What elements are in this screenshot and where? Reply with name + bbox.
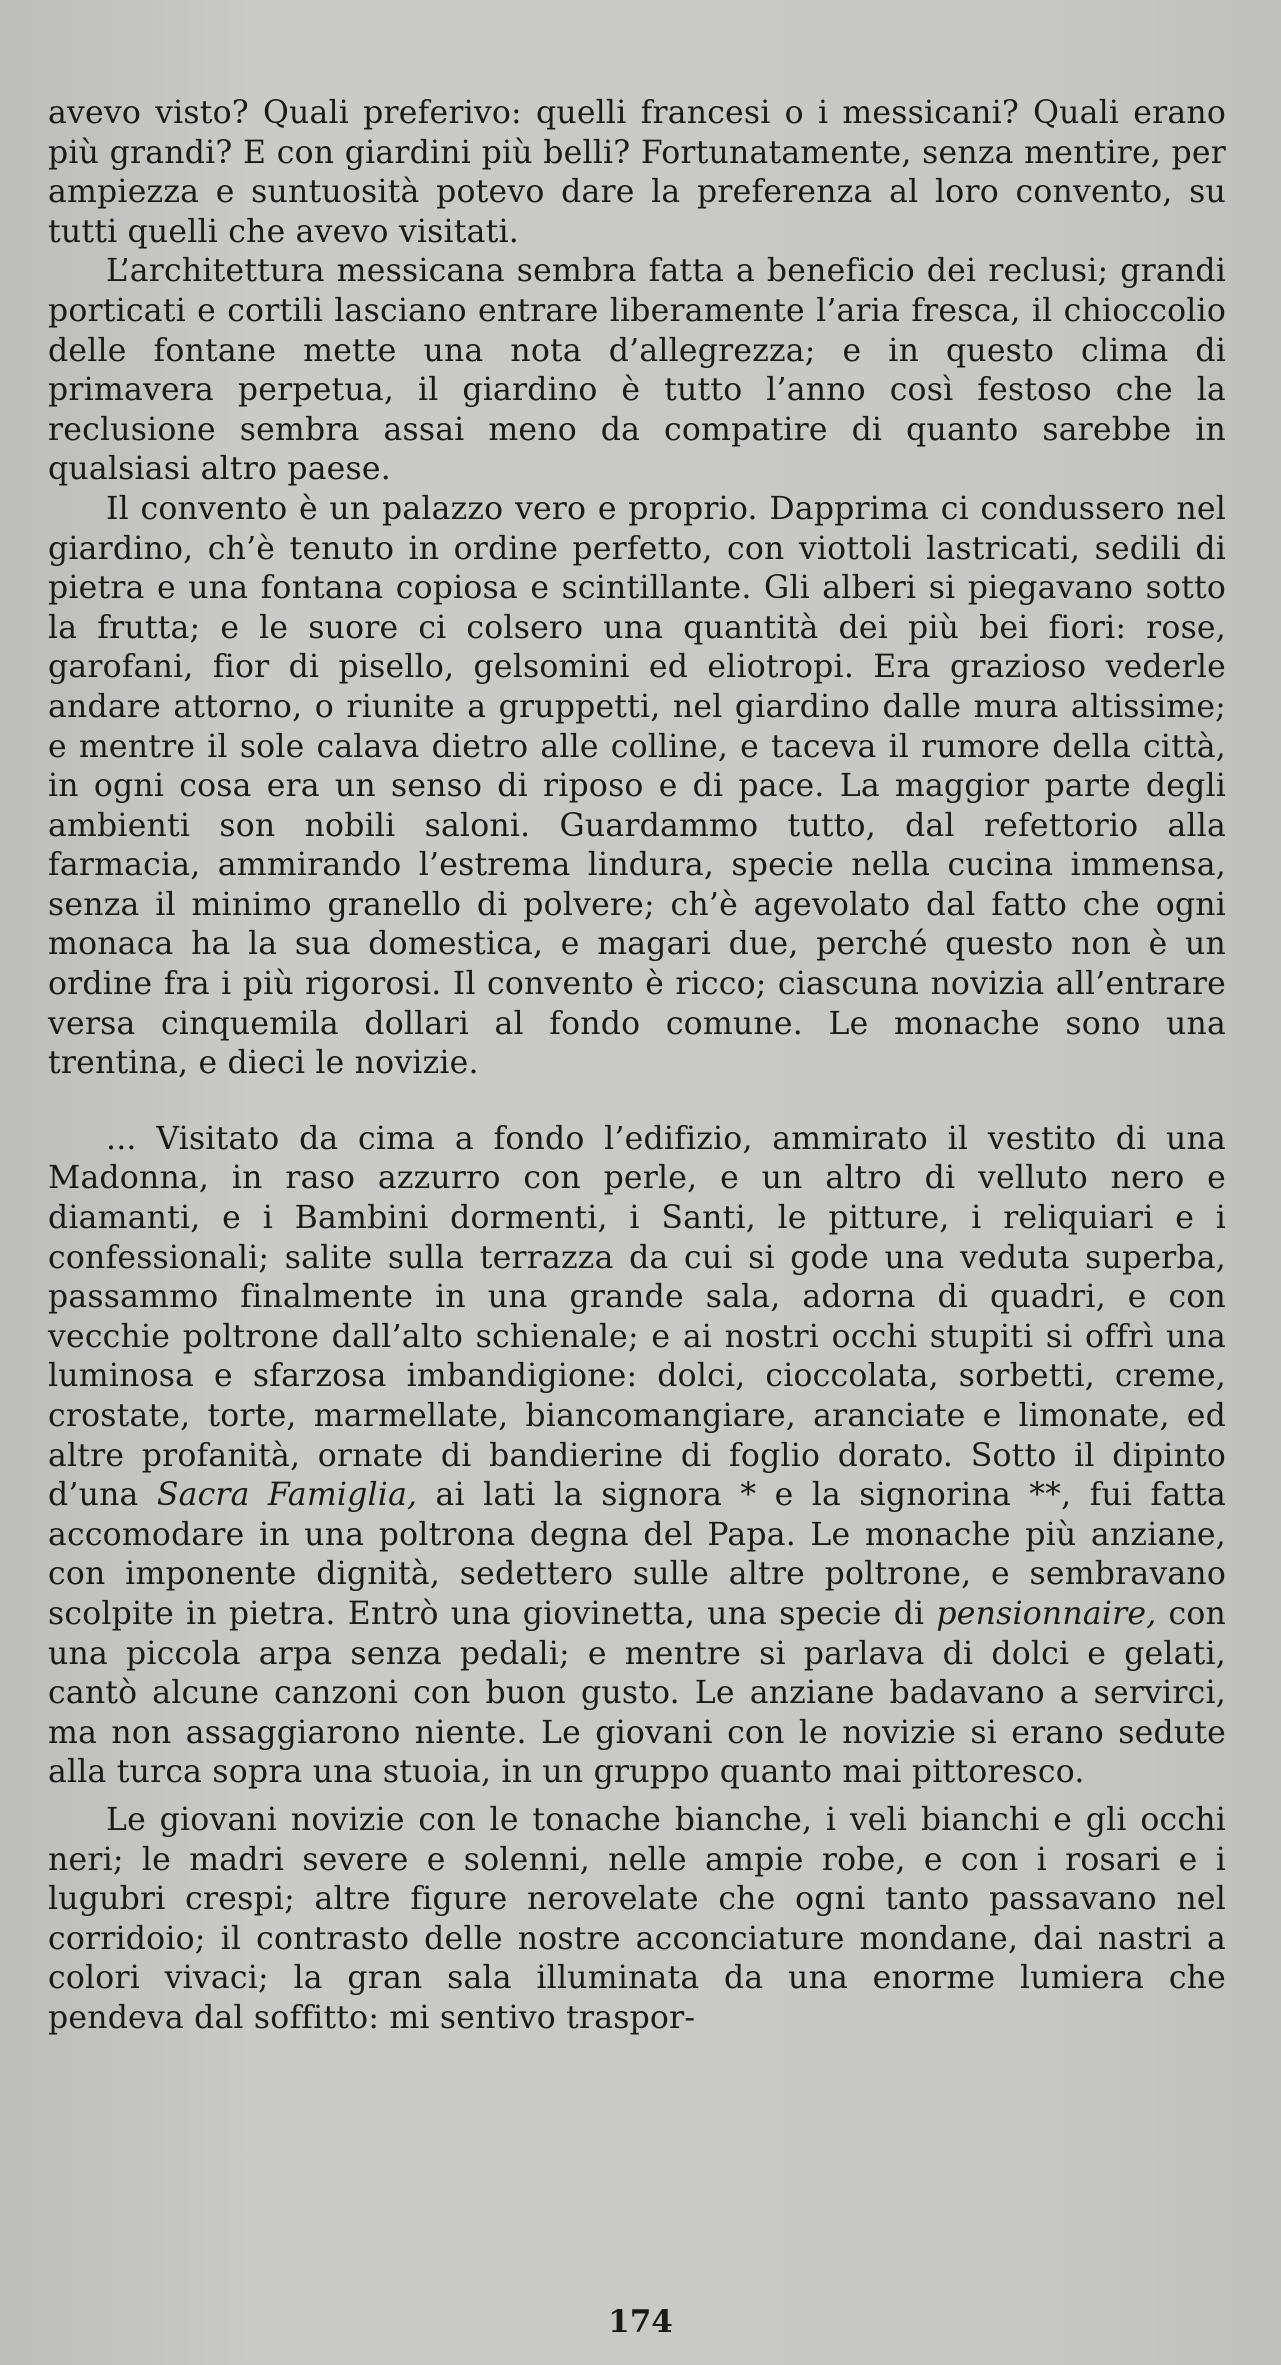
body-text (48, 94, 1226, 2039)
section-gap (48, 1084, 1226, 1120)
italic-pensionnaire: pensionnaire, (936, 1595, 1157, 1632)
paragraph-1: avevo visto? Quali preferivo: quelli francesi o i messicani? Quali erano più grandi? E con giardini più belli? Fortunatamente, senza mentire, per ampiezza e suntuosità potevo dare la preferenza al loro convento, su tutti quelli che avevo visitati. (48, 95, 1226, 250)
paragraph-2: L’architettura messicana sembra fatta a beneficio dei reclusi; grandi porticati e cortili lasciano entrare liberamente l’aria fresca, il chioccolio delle fontane mette una nota d’allegrezza; e in questo clima di primavera perpetua, il giardino è tutto l’anno così festoso che la reclusione sembra assai meno da compatire di quanto sarebbe in qualsiasi altro paese. (48, 253, 1226, 488)
page-number: 174 (608, 2304, 673, 2340)
paragraph-gap (48, 1793, 1226, 1801)
paragraph-3: Il convento è un palazzo vero e proprio. Dapprima ci condussero nel giardino, ch’è tenuto in ordine perfetto, con viottoli lastricati, sedili di pietra e una fontana copiosa e scintillante. Gli alberi si piegavano sotto la frutta; e le suore ci colsero una quantità dei più bei fiori: rose, garofani, fior di pisello, gelsomini ed eliotropi. Era grazioso vederle andare attorno, o riunite a gruppetti, nel giardino dalle mura altissime; e mentre il sole calava dietro alle colline, e taceva il rumore della città, in ogni cosa era un senso di riposo e di pace. La maggior parte degli ambienti son nobili saloni. Guardammo tutto, dal refettorio alla farmacia, ammirando l’estrema lindura, specie nella cucina immensa, senza il minimo granello di polvere; ch’è agevolato dal fatto che ogni monaca ha la sua domestica, e magari due, perché questo non è un ordine fra i più rigorosi. Il convento è ricco; ciascuna novizia all’entrare versa cinquemila dollari al fondo comune. Le monache sono una trentina, e dieci le novizie. (48, 490, 1226, 1082)
paragraph-4-part-1: ... Visitato da cima a fondo l’edifizio, ammirato il vestito di una Madonna, in raso azzurro con perle, e un altro di velluto nero e diamanti, e i Bambini dormenti, i Santi, le pitture, i reliquiari e i confessionali; salite sulla terrazza da cui si gode una veduta superba, passammo finalmente in una grande sala, adorna di quadri, e con vecchie poltrone dall’alto schienale; e ai nostri occhi stupiti si offrì una luminosa e sfarzosa imbandigione: dolci, cioccolata, sorbetti, creme, crostate, torte, marmellate, biancomangiare, aranciate e limonate, ed altre profanità, ornate di bandierine di foglio dorato. Sotto il dipinto d’una (48, 1120, 1226, 1514)
paragraph-4-part-2: ai lati la signora * e la signorina **, fui fatta accomodare in una poltrona degna del Papa. Le monache più anziane, con imponente dignità, sedettero sulle altre poltrone, e sembravano scolpite in pietra. Entrò una giovinetta, una specie di (48, 1477, 1227, 1632)
paragraph-4 (48, 1120, 1226, 1793)
paragraph-4-part-3: con una piccola arpa senza pedali; e mentre si parlava di dolci e gelati, cantò alcune canzoni con buon gusto. Le anziane badavano a servirci, ma non assaggiarono niente. Le giovani con le novizie si erano sedute alla turca sopra una stuoia, in un gruppo quanto mai pittoresco. (48, 1595, 1226, 1791)
paragraph-5: Le giovani novizie con le tonache bianche, i veli bianchi e gli occhi neri; le madri severe e solenni, nelle ampie robe, e con i rosari e i lugubri crespi; altre figure nerovelate che ogni tanto passavano nel corridoio; il contrasto delle nostre acconciature mondane, dai nastri a colori vivaci; la gran sala illuminata da una enorme lumiera che pendeva dal soffitto: mi sentivo traspor- (48, 1801, 1226, 2036)
italic-sacra-famiglia: Sacra Famiglia, (156, 1477, 418, 1514)
